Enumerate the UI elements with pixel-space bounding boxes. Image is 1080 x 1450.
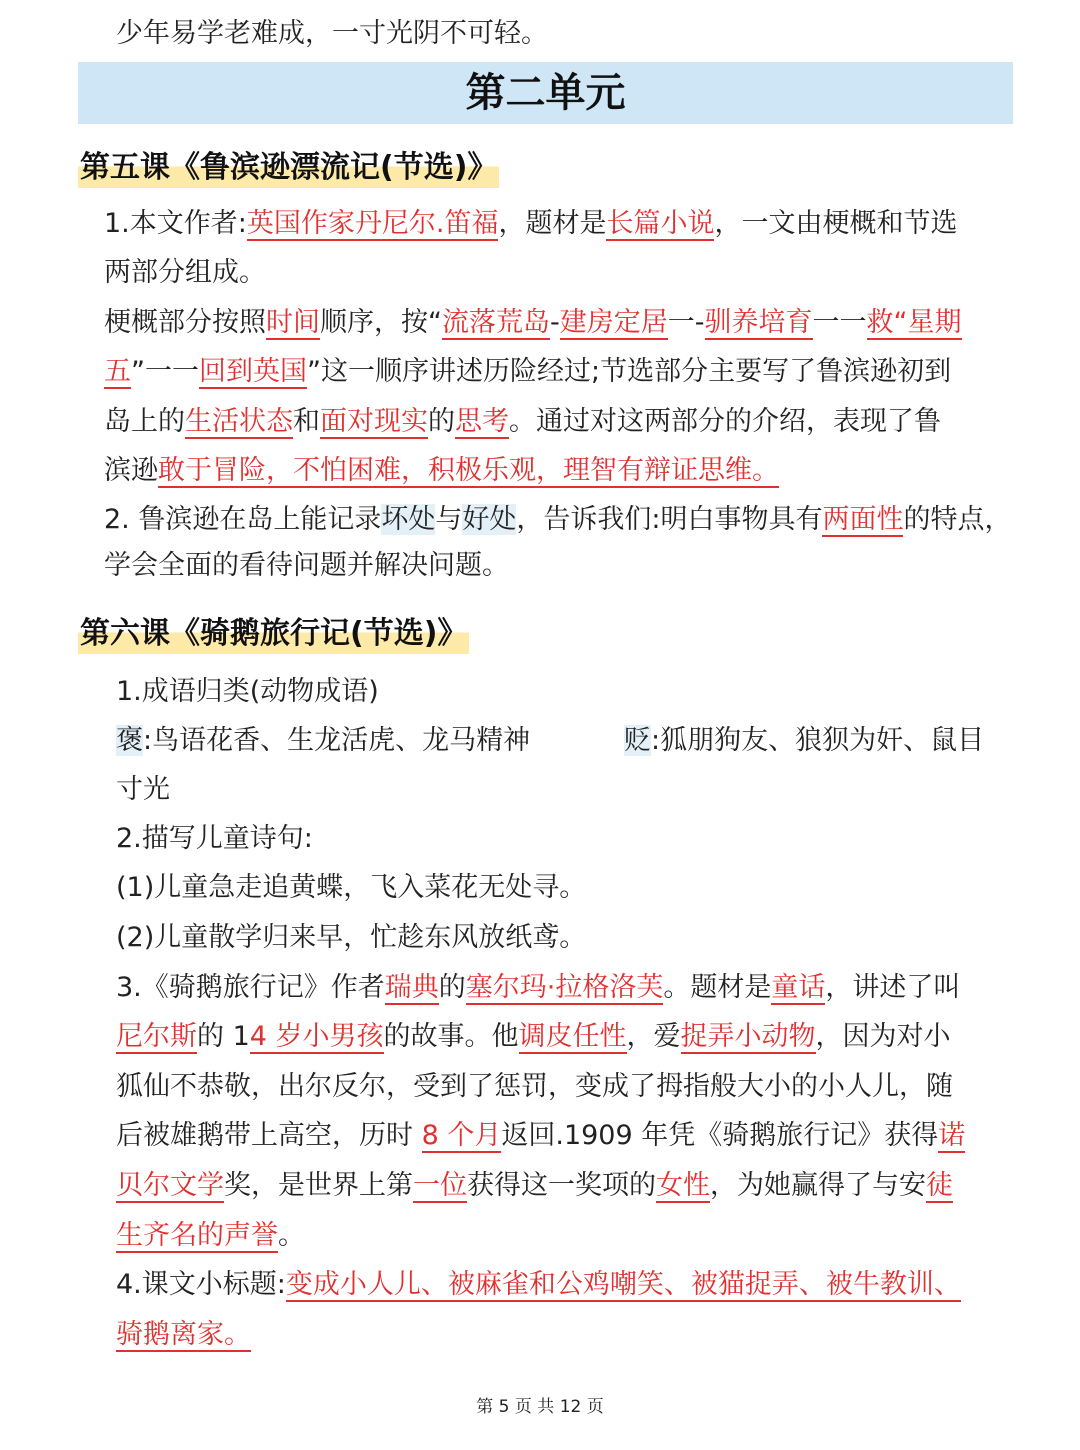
- key-term: 面对现实: [320, 406, 428, 437]
- page-footer: 第 5 页 共 12 页: [476, 1397, 604, 1417]
- text: 。通过对这两部分的介绍，表现了鲁: [509, 406, 941, 437]
- key-term: 8 个月: [421, 1120, 502, 1151]
- text: ，一文由梗概和节选: [714, 208, 958, 239]
- text: ，题材是: [498, 208, 607, 239]
- text: 。题材是: [663, 972, 772, 1003]
- text: ，因为对小: [815, 1021, 951, 1052]
- key-term: 尼尔斯: [116, 1021, 197, 1052]
- text: ，告诉我们:明白事物具有: [516, 504, 823, 535]
- lesson6-line2b: [624, 721, 984, 761]
- key-term: 贝尔文学: [116, 1170, 224, 1201]
- key-term: 调皮任性: [518, 1021, 627, 1052]
- unit-title: 第二单元: [78, 62, 1013, 124]
- key-term: 流落荒岛: [442, 307, 550, 338]
- key-term: 徒: [926, 1170, 953, 1201]
- key-author: 英国作家丹尼尔.笛福: [246, 208, 499, 239]
- lesson5-line7: [104, 500, 1011, 540]
- key-term: 塞尔玛·拉格洛芙: [465, 972, 664, 1003]
- lesson5-line4: [104, 352, 951, 392]
- key-term: 时间: [266, 307, 320, 338]
- lesson6-line1: 1.成语归类(动物成语): [116, 676, 379, 707]
- lesson6-line11: [116, 1166, 953, 1206]
- key-term: 女性: [656, 1170, 710, 1201]
- praise-label: 褒: [116, 725, 143, 756]
- text: 的: [438, 972, 466, 1003]
- text: 后被雄鹅带上高空，历时: [116, 1120, 422, 1151]
- lesson6-line3: 寸光: [116, 774, 170, 805]
- text: 的特点，: [903, 504, 1012, 535]
- text: 和: [293, 406, 320, 437]
- text: ”这一顺序讲述历险经过;节选部分主要写了鲁滨逊初到: [307, 356, 952, 387]
- text: 一一: [812, 307, 867, 338]
- text: 滨逊: [104, 455, 158, 486]
- lesson6-title: 第六课《骑鹅旅行记(节选)》: [78, 606, 469, 654]
- key-genre: 长篇小说: [606, 208, 715, 239]
- lesson5-line1: [104, 204, 957, 244]
- lesson6-line8: [116, 1017, 951, 1057]
- key-term: 诺: [938, 1120, 966, 1151]
- text: 4.课文小标题:: [116, 1269, 286, 1300]
- key-term: 变成小人儿、被麻雀和公鸡嘲笑、被猫捉弄、被牛教训、: [285, 1269, 961, 1300]
- lesson5-line5: [104, 402, 941, 442]
- text: 。: [278, 1220, 305, 1251]
- text: 岛上的: [104, 406, 185, 437]
- key-term: 救“星期: [866, 307, 962, 338]
- text: ，为她赢得了与安: [710, 1170, 926, 1201]
- key-term: 两面性: [822, 504, 904, 535]
- key-term: 一位: [413, 1170, 467, 1201]
- text: :鸟语花香、生龙活虎、龙马精神: [143, 725, 531, 756]
- lesson5-title: 第五课《鲁滨逊漂流记(节选)》: [78, 140, 499, 188]
- text: 的故事。他: [383, 1021, 519, 1052]
- key-term: 五: [104, 356, 131, 387]
- lesson6-line13: [116, 1265, 961, 1305]
- key-term: 瑞典: [384, 972, 439, 1003]
- text: :狐朋狗友、狼狈为奸、鼠目: [651, 725, 985, 756]
- lesson6-line7: [116, 968, 960, 1008]
- key-term: 童话: [771, 972, 826, 1003]
- text: 顺序，按“: [320, 307, 442, 338]
- lesson6-line5: (1)儿童急走追黄蝶，飞入菜花无处寻。: [116, 872, 587, 903]
- text: ，讲述了叫: [825, 972, 961, 1003]
- lesson5-line8: 学会全面的看待问题并解决问题。: [104, 550, 509, 581]
- text: 1.本文作者:: [104, 208, 247, 239]
- text: 与: [435, 504, 463, 535]
- key-term: 思考: [455, 406, 509, 437]
- lesson5-line3: [104, 303, 962, 343]
- lesson6-line6: (2)儿童散学归来早，忙趁东风放纸鸢。: [116, 922, 587, 953]
- key-term: 骑鹅离家。: [116, 1319, 251, 1350]
- key-term: 驯养培育: [704, 307, 813, 338]
- text: 3.《骑鹅旅行记》作者: [116, 972, 385, 1003]
- lesson6-line9: 狐仙不恭敬，出尔反尔，受到了惩罚，变成了拇指般大小的小人儿，随: [116, 1071, 953, 1102]
- key-term: 敢于冒险，不怕困难，积极乐观，理智有辩证思维。: [158, 455, 779, 486]
- highlight-term: 好处: [462, 504, 517, 535]
- derogatory-label: 贬: [624, 725, 651, 756]
- text: -: [550, 307, 560, 338]
- highlight-term: 坏处: [381, 504, 436, 535]
- text: 的: [428, 406, 455, 437]
- lesson6-line14: [116, 1315, 251, 1355]
- text: ”一一: [131, 356, 199, 387]
- text: 的 1: [197, 1021, 250, 1052]
- text: 一-: [667, 307, 705, 338]
- text: 2. 鲁滨逊在岛上能记录: [104, 504, 382, 535]
- text: 返回.1909 年凭《骑鹅旅行记》获得: [501, 1120, 939, 1151]
- text: ，爱: [626, 1021, 681, 1052]
- key-term: 生活状态: [185, 406, 293, 437]
- top-line: 少年易学老难成，一寸光阴不可轻。: [116, 18, 548, 49]
- text: 奖，是世界上第: [224, 1170, 413, 1201]
- text: 获得这一奖项的: [467, 1170, 656, 1201]
- lesson6-line4: 2.描写儿童诗句:: [116, 823, 313, 854]
- key-term: 4 岁小男孩: [249, 1021, 384, 1052]
- lesson6-line12: [116, 1216, 305, 1256]
- key-term: 回到英国: [199, 356, 307, 387]
- key-term: 捉弄小动物: [680, 1021, 816, 1052]
- lesson6-line2: [116, 721, 530, 761]
- lesson6-line10: [116, 1116, 965, 1156]
- lesson5-line2: 两部分组成。: [104, 257, 266, 288]
- text: 梗概部分按照: [104, 307, 266, 338]
- lesson5-line6: [104, 451, 779, 491]
- key-term: 建房定居: [559, 307, 668, 338]
- key-term: 生齐名的声誉: [116, 1220, 278, 1251]
